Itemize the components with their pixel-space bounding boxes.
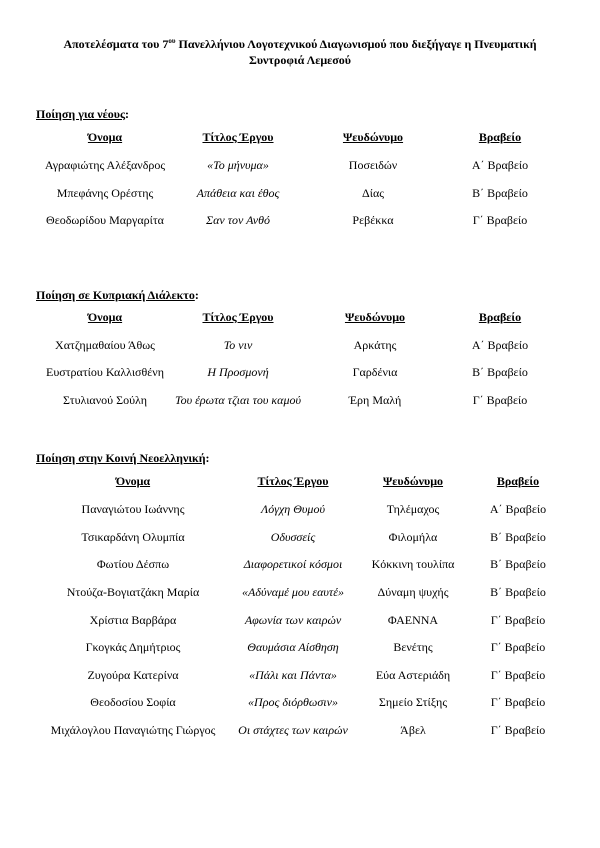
cell-award: Γ΄ Βραβείο: [490, 695, 546, 709]
table-row: [0, 337, 600, 357]
cell-work-title: Το νιν: [223, 338, 253, 352]
table-row: [0, 667, 600, 687]
cell-pseudonym: Δίας: [362, 186, 384, 200]
table-header-row: [0, 473, 600, 493]
cell-name: Ευστρατίου Καλλισθένη: [45, 365, 165, 379]
cell-work-title: Απάθεια και έθος: [196, 186, 280, 200]
table-row: [0, 584, 600, 604]
cell-award: Α΄ Βραβείο: [471, 338, 529, 352]
table-row: [0, 157, 600, 177]
cell-pseudonym: Κόκκινη τουλίπα: [371, 557, 455, 571]
cell-name: Αγραφιώτης Αλέξανδρος: [44, 158, 166, 172]
cell-pseudonym: Ρεβέκκα: [352, 213, 394, 227]
cell-work-title: «Το μήνυμα»: [207, 158, 269, 172]
cell-award: Β΄ Βραβείο: [490, 530, 546, 544]
table-row: [0, 212, 600, 232]
cell-name: Μπεφάνης Ορέστης: [56, 186, 154, 200]
cell-pseudonym: Εύα Αστεριάδη: [375, 668, 451, 682]
column-header-award: Βραβείο: [496, 474, 540, 488]
cell-name: Θεοδωρίδου Μαργαρίτα: [46, 213, 164, 227]
cell-award: Α΄ Βραβείο: [489, 502, 547, 516]
cell-name: Γκογκάς Δημήτριος: [85, 640, 181, 654]
cell-pseudonym: Αρκάτης: [353, 338, 397, 352]
cell-pseudonym: Γαρδένια: [352, 365, 398, 379]
table-row: [0, 722, 600, 742]
column-header-award: Βραβείο: [478, 130, 522, 144]
table-row: [0, 185, 600, 205]
cell-award: Γ΄ Βραβείο: [490, 668, 546, 682]
cell-work-title: «Αδύναμέ μου εαυτέ»: [242, 585, 344, 599]
cell-pseudonym: Σημείο Στίξης: [378, 695, 448, 709]
cell-work-title: Η Προσμονή: [207, 365, 269, 379]
cell-award: Β΄ Βραβείο: [472, 365, 528, 379]
cell-name: Παναγιώτου Ιωάννης: [81, 502, 185, 516]
table-row: [0, 612, 600, 632]
section-heading: Ποίηση σε Κυπριακή Διάλεκτο:: [36, 288, 199, 302]
cell-name: Στυλιανού Σούλη: [63, 393, 147, 407]
cell-name: Ζυγούρα Κατερίνα: [87, 668, 179, 682]
cell-work-title: Οι στάχτες των καιρών: [238, 723, 348, 737]
column-header-work-title: Τίτλος Έργου: [257, 474, 329, 488]
cell-award: Α΄ Βραβείο: [471, 158, 529, 172]
cell-name: Τσικαρδάνη Ολυμπία: [81, 530, 185, 544]
cell-work-title: Σαν τον Ανθό: [205, 213, 271, 227]
section-heading: Ποίηση στην Κοινή Νεοελληνική:: [36, 451, 210, 465]
table-row: [0, 556, 600, 576]
cell-name: Μιχάλογλου Παναγιώτης Γιώργος: [50, 723, 216, 737]
cell-name: Θεοδοσίου Σοφία: [90, 695, 176, 709]
column-header-work-title: Τίτλος Έργου: [202, 130, 274, 144]
cell-award: Γ΄ Βραβείο: [472, 393, 528, 407]
cell-work-title: Του έρωτα τζιαι του καμού: [175, 393, 301, 407]
table-header-row: [0, 309, 600, 329]
column-header-name: Όνομα: [87, 310, 123, 324]
cell-pseudonym: Δύναμη ψυχής: [377, 585, 449, 599]
cell-pseudonym: ΦΑΕΝΝΑ: [387, 613, 439, 627]
cell-award: Β΄ Βραβείο: [490, 557, 546, 571]
cell-work-title: «Προς διόρθωσιν»: [248, 695, 338, 709]
cell-pseudonym: Άβελ: [400, 723, 426, 737]
cell-award: Γ΄ Βραβείο: [472, 213, 528, 227]
cell-pseudonym: Έρη Μαλή: [348, 393, 402, 407]
table-row: [0, 364, 600, 384]
section-heading-text: Ποίηση σε Κυπριακή Διάλεκτο: [36, 288, 195, 302]
cell-pseudonym: Τηλέμαχος: [386, 502, 440, 516]
column-header-pseudonym: Ψευδώνυμο: [344, 310, 406, 324]
cell-pseudonym: Βενέτης: [393, 640, 433, 654]
table-row: [0, 639, 600, 659]
cell-pseudonym: Ποσειδών: [348, 158, 398, 172]
section-heading: Ποίηση για νέους:: [36, 107, 130, 121]
column-header-pseudonym: Ψευδώνυμο: [382, 474, 444, 488]
cell-award: Γ΄ Βραβείο: [490, 640, 546, 654]
document-title: [30, 36, 570, 68]
cell-work-title: Διαφορετικοί κόσμοι: [243, 557, 343, 571]
title-text-end: Πανελλήνιου Λογοτεχνικού Διαγωνισμού που διεξήγαγε η Πνευματική: [175, 37, 537, 51]
table-row: [0, 501, 600, 521]
cell-work-title: Λόγχη Θυμού: [261, 502, 325, 516]
table-row: [0, 529, 600, 549]
cell-name: Ντούζα-Βογιατζάκη Μαρία: [66, 585, 200, 599]
title-superscript: ου: [168, 37, 176, 45]
column-header-name: Όνομα: [115, 474, 151, 488]
cell-name: Φωτίου Δέσπω: [96, 557, 170, 571]
table-header-row: [0, 129, 600, 149]
cell-award: Β΄ Βραβείο: [490, 585, 546, 599]
column-header-name: Όνομα: [87, 130, 123, 144]
cell-work-title: Αφωνία των καιρών: [244, 613, 342, 627]
column-header-pseudonym: Ψευδώνυμο: [342, 130, 404, 144]
cell-pseudonym: Φιλομήλα: [388, 530, 438, 544]
cell-award: Β΄ Βραβείο: [472, 186, 528, 200]
cell-name: Χρίστια Βαρβάρα: [89, 613, 177, 627]
cell-award: Γ΄ Βραβείο: [490, 613, 546, 627]
column-header-award: Βραβείο: [478, 310, 522, 324]
table-row: [0, 694, 600, 714]
title-line-2: Συντροφιά Λεμεσού: [248, 53, 352, 67]
column-header-work-title: Τίτλος Έργου: [202, 310, 274, 324]
section-heading-text: Ποίηση στην Κοινή Νεοελληνική: [36, 451, 206, 465]
cell-work-title: Οδυσσείς: [270, 530, 316, 544]
cell-work-title: «Πάλι και Πάντα»: [249, 668, 337, 682]
table-row: [0, 392, 600, 412]
cell-work-title: Θαυμάσια Αίσθηση: [247, 640, 339, 654]
cell-name: Χατζημαθαίου Άθως: [55, 338, 155, 352]
section-heading-text: Ποίηση για νέους: [36, 107, 126, 121]
cell-award: Γ΄ Βραβείο: [490, 723, 546, 737]
title-text-start: Αποτελέσματα του 7: [63, 37, 169, 51]
